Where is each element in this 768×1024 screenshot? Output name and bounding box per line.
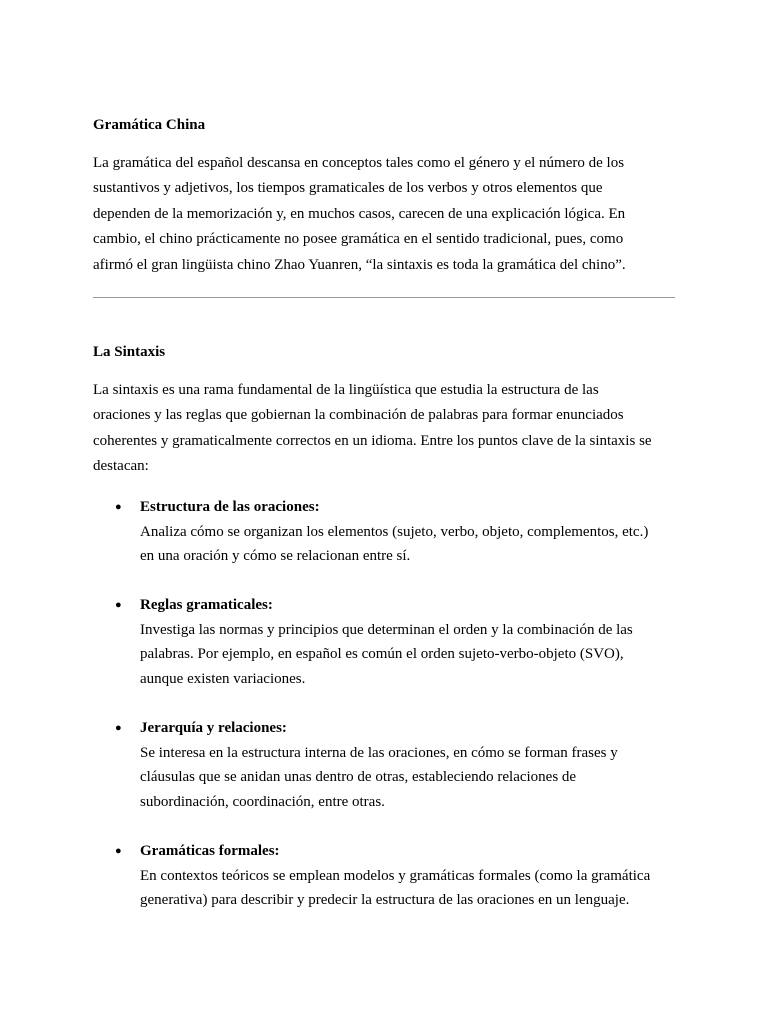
bullet-icon: ● bbox=[115, 599, 122, 611]
paragraph-line: dependen de la memorización y, en muchos casos, carecen de una explicación lógica. En bbox=[93, 205, 626, 222]
list-item-body bbox=[140, 839, 700, 913]
list-item-line: En contextos teóricos se emplean modelos y gramáticas formales (como la gramática bbox=[140, 867, 651, 884]
section-heading-la-sintaxis: La Sintaxis bbox=[93, 344, 166, 360]
list-item-title: Reglas gramaticales: bbox=[140, 597, 273, 613]
paragraph-line: sustantivos y adjetivos, los tiempos gramaticales de los verbos y otros elementos que bbox=[93, 180, 603, 197]
paragraph-line: coherentes y gramaticalmente correctos en un idioma. Entre los puntos clave de la sintaxis se bbox=[93, 432, 652, 449]
sintaxis-paragraph bbox=[93, 378, 683, 480]
paragraph-line: oraciones y las reglas que gobiernan la combinación de palabras para formar enunciados bbox=[93, 407, 624, 424]
bullet-icon: ● bbox=[115, 722, 122, 734]
list-item-body bbox=[140, 716, 700, 814]
list-item-line: cláusulas que se anidan unas dentro de otras, estableciendo relaciones de bbox=[140, 769, 577, 785]
list-item-body bbox=[140, 495, 700, 569]
list-item-line: aunque existen variaciones. bbox=[140, 670, 306, 687]
paragraph-line: cambio, el chino prácticamente no posee gramática en el sentido tradicional, pues, como bbox=[93, 231, 624, 248]
list-item-line: Se interesa en la estructura interna de las oraciones, en cómo se forman frases y bbox=[140, 744, 618, 761]
list-item-body bbox=[140, 593, 700, 691]
list-item-line: subordinación, coordinación, entre otras. bbox=[140, 793, 385, 810]
list-item-line: en una oración y cómo se relacionan entre sí. bbox=[140, 548, 411, 564]
list-item-line: Analiza cómo se organizan los elementos (sujeto, verbo, objeto, complementos, etc.) bbox=[140, 523, 649, 540]
list-item-line: palabras. Por ejemplo, en español es común el orden sujeto-verbo-objeto (SVO), bbox=[140, 646, 624, 662]
paragraph-line: La gramática del español descansa en conceptos tales como el género y el número de los bbox=[93, 155, 625, 171]
list-item-title: Gramáticas formales: bbox=[140, 843, 280, 859]
section-heading-gramatica-china: Gramática China bbox=[93, 117, 206, 133]
bullet-icon: ● bbox=[115, 845, 122, 857]
paragraph-line: destacan: bbox=[93, 458, 149, 475]
bullet-icon: ● bbox=[115, 501, 122, 513]
intro-paragraph bbox=[93, 151, 683, 278]
list-item-line: generativa) para describir y predecir la estructura de las oraciones en un lenguaje. bbox=[140, 892, 630, 908]
list-item-title: Jerarquía y relaciones: bbox=[140, 720, 287, 736]
horizontal-divider bbox=[93, 297, 675, 298]
list-item-line: Investiga las normas y principios que determinan el orden y la combinación de las bbox=[140, 621, 633, 638]
list-item-title: Estructura de las oraciones: bbox=[140, 499, 320, 515]
paragraph-line: afirmó el gran lingüista chino Zhao Yuanren, “la sintaxis es toda la gramática del chino”. bbox=[93, 256, 626, 273]
paragraph-line: La sintaxis es una rama fundamental de la lingüística que estudia la estructura de las bbox=[93, 382, 599, 398]
